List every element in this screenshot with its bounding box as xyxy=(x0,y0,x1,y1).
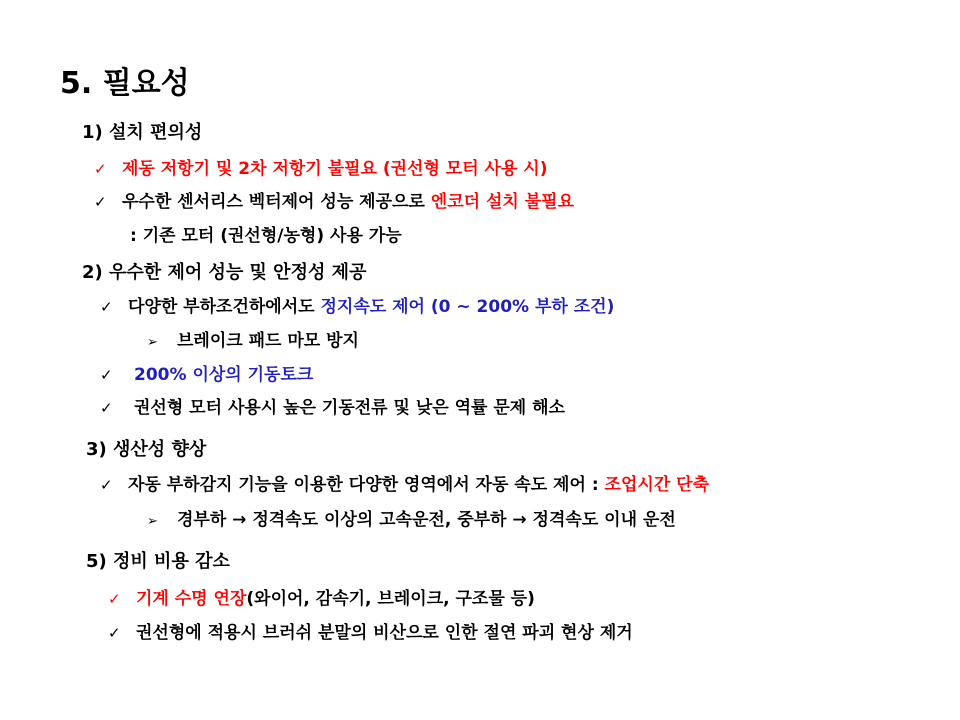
check-icon: ✓ xyxy=(94,160,107,178)
list-item xyxy=(100,397,565,419)
list-item xyxy=(94,158,548,180)
list-item xyxy=(94,191,574,213)
list-item xyxy=(108,588,535,610)
note-text: : 기존 모터 (권선형/농형) 사용 가능 xyxy=(130,226,402,246)
check-icon: ✓ xyxy=(100,366,113,384)
list-item xyxy=(100,296,614,318)
highlight-text: 200% 이상의 기동토크 xyxy=(134,365,314,385)
bullet-text: 브레이크 패드 마모 방지 xyxy=(177,331,359,351)
bullet-text: 권선형에 적용시 브러쉬 분말의 비산으로 인한 절연 파괴 현상 제거 xyxy=(136,623,633,643)
highlight-text: 정지속도 제어 (0 ~ 200% 부하 조건) xyxy=(320,297,615,317)
list-item xyxy=(108,622,633,644)
check-icon: ✓ xyxy=(94,193,107,211)
section-heading-1: 1) 설치 편의성 xyxy=(82,122,203,143)
list-item xyxy=(100,364,313,386)
bullet-text: (와이어, 감속기, 브레이크, 구조물 등) xyxy=(246,589,535,609)
bullet-text: 우수한 센서리스 벡터제어 성능 제공으로 xyxy=(122,192,431,212)
check-icon: ✓ xyxy=(100,476,113,494)
highlight-text: 엔코더 설치 불필요 xyxy=(430,192,574,212)
page-title: 5. 필요성 xyxy=(60,66,190,101)
bullet-text: 권선형 모터 사용시 높은 기동전류 및 낮은 역률 문제 해소 xyxy=(134,398,565,418)
check-icon: ✓ xyxy=(100,399,113,417)
check-icon: ✓ xyxy=(100,298,113,316)
check-icon: ✓ xyxy=(108,624,121,642)
bullet-text: 자동 부하감지 기능을 이용한 다양한 영역에서 자동 속도 제어 : xyxy=(128,475,605,495)
section-heading-5: 5) 정비 비용 감소 xyxy=(86,551,230,572)
arrow-bullet-icon: ➢ xyxy=(147,335,158,350)
bullet-text: 다양한 부하조건하에서도 xyxy=(128,297,321,317)
bullet-text: 경부하 → 정격속도 이상의 고속운전, 중부하 → 정격속도 이내 운전 xyxy=(177,510,676,530)
highlight-text: 기계 수명 연장 xyxy=(136,589,247,609)
section-heading-2: 2) 우수한 제어 성능 및 안정성 제공 xyxy=(82,262,367,283)
section-heading-3: 3) 생산성 향상 xyxy=(86,439,207,460)
list-item xyxy=(100,474,709,496)
list-item xyxy=(147,509,676,533)
bullet-text: 제동 저항기 및 2차 저항기 불필요 (권선형 모터 사용 시) xyxy=(122,159,548,179)
check-icon: ✓ xyxy=(108,590,121,608)
list-item xyxy=(147,330,359,354)
highlight-text: 조업시간 단축 xyxy=(604,475,709,495)
arrow-bullet-icon: ➢ xyxy=(147,514,158,529)
